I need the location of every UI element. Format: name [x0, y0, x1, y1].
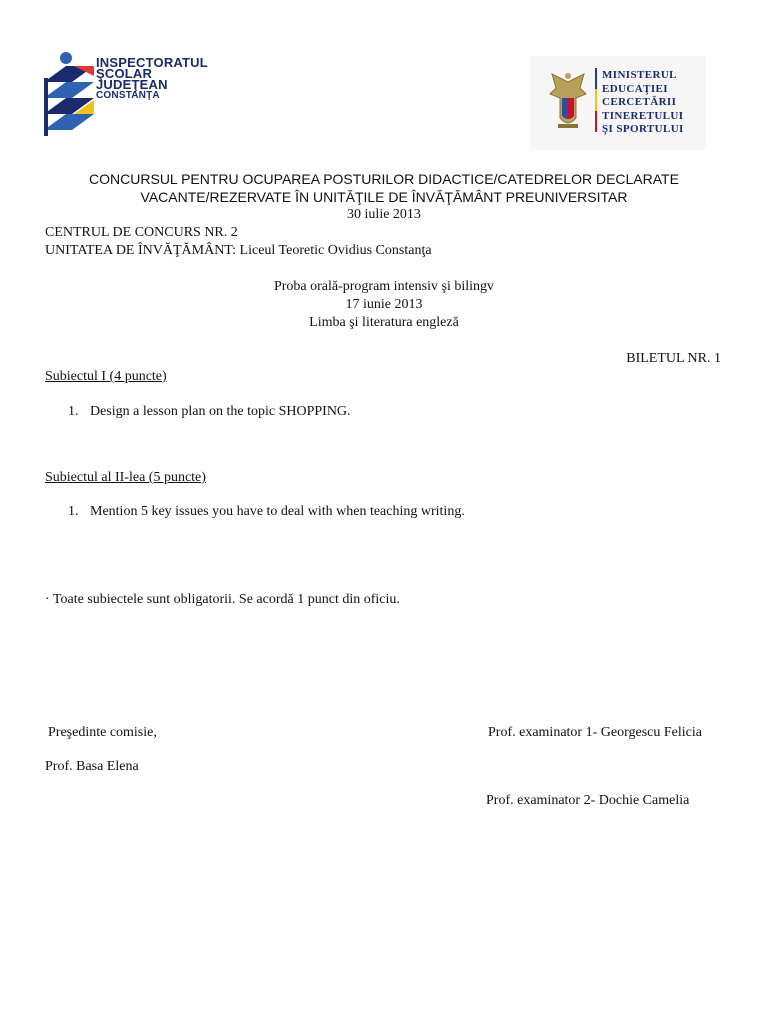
exam-date: 30 iulie 2013	[347, 207, 421, 222]
ministry-logo	[530, 56, 706, 150]
item-text: Mention 5 key issues you have to deal with when teaching writing.	[90, 504, 465, 519]
ministry-line-2: EDUCAŢIEI	[602, 82, 668, 95]
unit-line	[45, 242, 432, 260]
isj-emblem-icon	[44, 48, 100, 138]
isj-logo-text	[96, 57, 208, 101]
item-text: Design a lesson plan on the topic SHOPPING.	[90, 404, 351, 419]
isj-line-1: INSPECTORATUL	[96, 55, 208, 70]
ministry-line-3: CERCETĂRII	[602, 96, 677, 108]
unit-name: Liceul Teoretic Ovidius Constanţa	[239, 243, 432, 258]
subject-2-heading: Subiectul al II-lea (5 puncte)	[45, 470, 206, 485]
exam-info	[0, 278, 768, 332]
subject-1-heading: Subiectul I (4 puncte)	[45, 369, 167, 384]
flag-blue	[595, 68, 597, 89]
isj-line-4: CONSTANŢA	[96, 90, 160, 101]
ministry-logo-text	[602, 69, 684, 137]
item-number: 1.	[68, 404, 79, 419]
examiner-1: Prof. examinator 1- Georgescu Felicia	[488, 725, 702, 740]
item-number: 1.	[68, 504, 79, 519]
centre-label: CENTRUL DE CONCURS NR. 2	[45, 225, 238, 240]
document-title	[0, 170, 768, 224]
president-label: Preşedinte comisie,	[48, 725, 157, 740]
exam-day: 17 iunie 2013	[345, 297, 423, 312]
isj-line-3: JUDEŢEAN	[96, 77, 168, 92]
general-note: · Toate subiectele sunt obligatorii. Se acordă 1 punct din oficiu.	[45, 592, 400, 607]
ministry-line-1: MINISTERUL	[602, 69, 677, 81]
isj-logo	[44, 48, 224, 138]
coat-of-arms-icon	[546, 68, 590, 132]
flag-red	[595, 111, 597, 132]
ministry-line-4: TINERETULUI	[602, 109, 684, 122]
isj-line-2: ŞCOLAR	[96, 66, 153, 81]
subject-1-item	[68, 403, 351, 421]
subject-2-item	[68, 503, 465, 521]
exam-subject: Limba şi literatura engleză	[309, 315, 459, 330]
president-name: Prof. Basa Elena	[45, 759, 139, 774]
title-line-2: VACANTE/REZERVATE ÎN UNITĂŢILE DE ÎNVĂŢĂMÂNT PREUNIVERSITAR	[140, 189, 628, 205]
ministry-line-5: ŞI SPORTULUI	[602, 123, 684, 135]
flag-yellow	[595, 89, 597, 110]
title-line-1: CONCURSUL PENTRU OCUPAREA POSTURILOR DIDACTICE/CATEDRELOR DECLARATE	[89, 171, 679, 187]
unit-label: UNITATEA DE ÎNVĂŢĂMÂNT:	[45, 243, 237, 258]
exam-type: Proba orală-program intensiv şi bilingv	[273, 279, 495, 294]
examiner-2: Prof. examinator 2- Dochie Camelia	[486, 793, 690, 808]
ticket-number: BILETUL NR. 1	[626, 351, 721, 366]
tricolor-separator	[595, 68, 597, 132]
